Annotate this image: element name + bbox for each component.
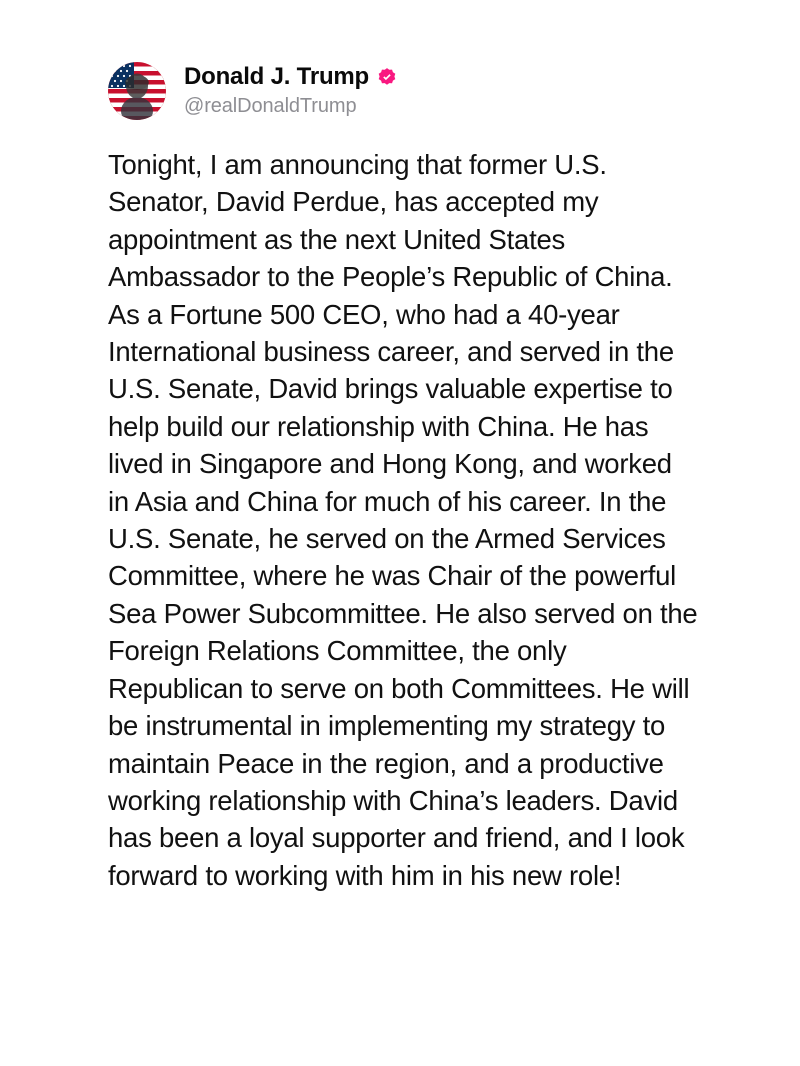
verified-check-icon	[376, 67, 398, 89]
author-handle[interactable]: @realDonaldTrump	[184, 95, 357, 118]
author-name-row	[184, 64, 398, 91]
author-display-name[interactable]: Donald J. Trump	[184, 63, 370, 91]
avatar[interactable]	[108, 62, 166, 120]
author-identity	[184, 64, 398, 117]
post-header	[108, 62, 700, 120]
post-text: Tonight, I am announcing that former U.S. Senator, David Perdue, has accepted my appointment as the next United States Ambassador to the People’s Republic of China. As a Fortune 500 CEO, who had a 40-year International business career, and served in the U.S. Senate, David brings valuable expertise to help build our relationship with China. He has lived in Singapore and Hong Kong, and worked in Asia and China for much of his career. In the U.S. Senate, he served on the Armed Services Committee, where he was Chair of the powerful Sea Power Subcommittee. He also served on the Foreign Relations Committee, the only Republican to serve on both Committees. He will be instrumental in implementing my strategy to maintain Peace in the region, and a productive working relationship with China’s leaders. David has been a loyal supporter and friend, and I look forward to working with him in his new role!	[108, 149, 705, 891]
